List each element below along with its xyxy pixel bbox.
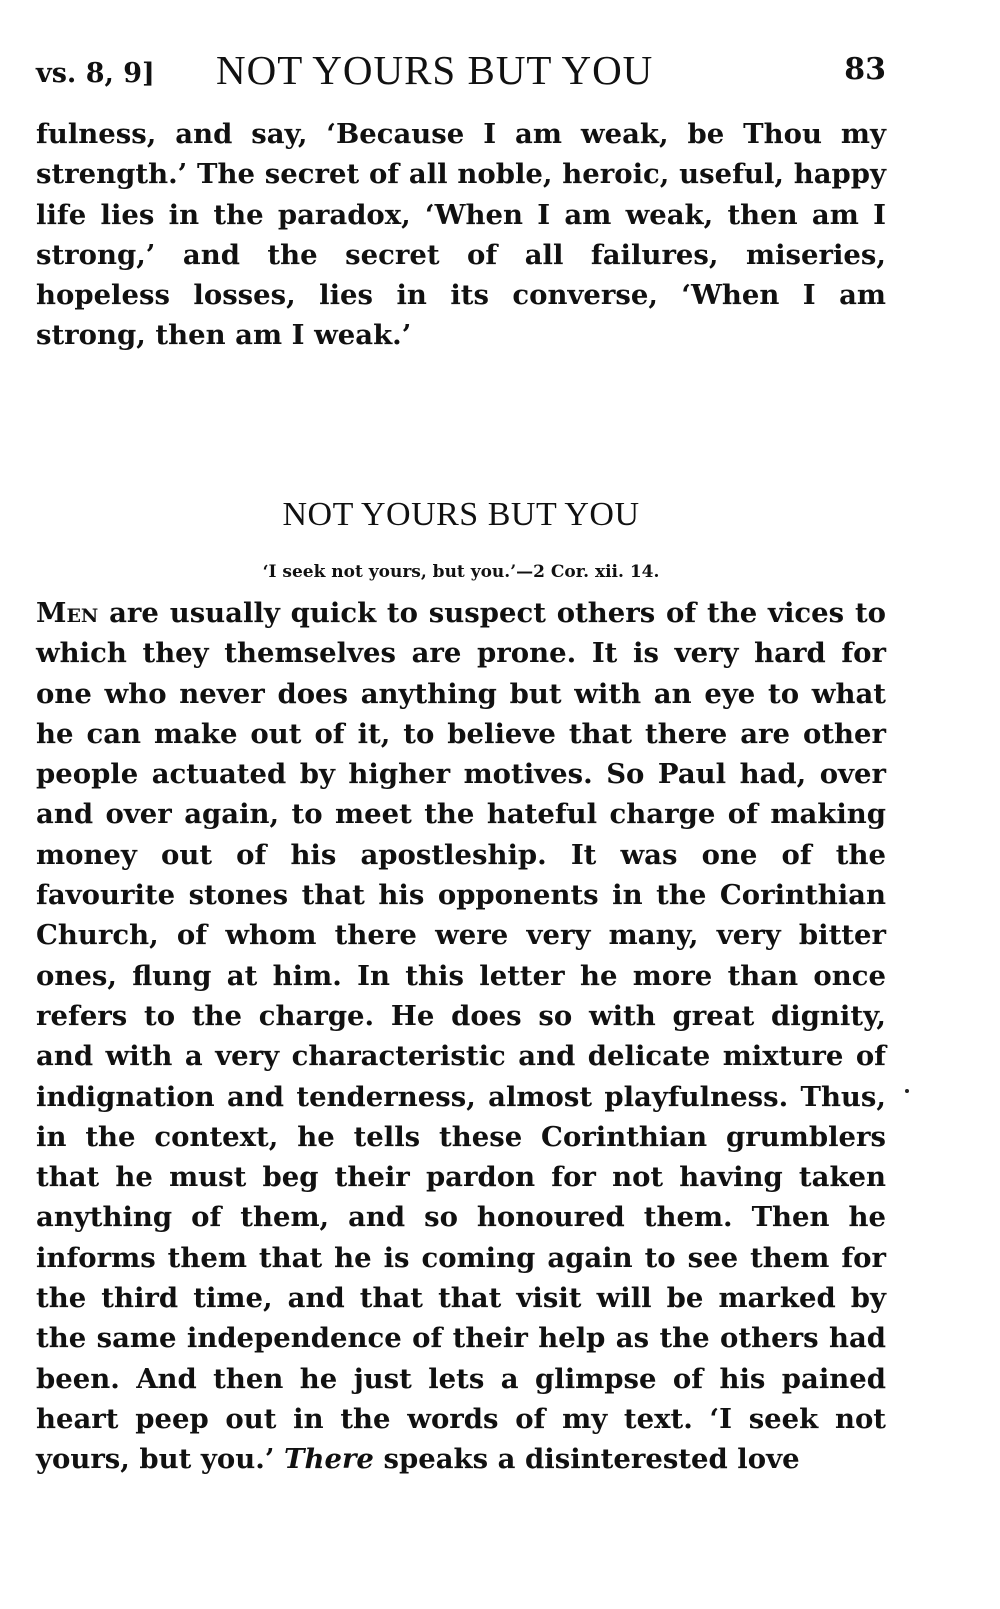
section-title: NOT YOURS BUT YOU (282, 496, 640, 533)
running-title: NOT YOURS BUT YOU (216, 47, 654, 93)
italic-word: There (283, 1443, 374, 1476)
stray-ink-dot (905, 1089, 909, 1093)
opening-word: Men (36, 597, 99, 629)
running-head (36, 40, 886, 100)
continued-paragraph: fulness, and say, ‘Because I am weak, be Thou my strength.’ The secret of all noble, heroic, useful, happy life lies in the paradox, ‘When I am weak, then am I strong,’ and the secret of all failures, miseries, hopeless losses, lies in its converse, ‘When I am strong, then am I weak.’ (36, 118, 886, 352)
page-number: 83 (844, 52, 886, 87)
body-paragraph (36, 593, 886, 1480)
verse-reference: vs. 8, 9] (36, 58, 155, 89)
body-text-part2: speaks a disinterested love (373, 1443, 800, 1476)
epigraph: ‘I seek not yours, but you.’—2 Cor. xii. 14. (262, 562, 660, 582)
body-text-part1: are usually quick to suspect others of the vices to which they themselves are prone. It is very hard for one who never does anything but with an eye to what he can make out of it, to believe that there are other people actuated by higher motives. So Paul had, over and over again, to meet the hateful charge of making money out of his apostleship. It was one of the favourite stones that his opponents in the Corinthian Church, of whom there were very many, very bitter ones, flung at him. In this letter he more than once refers to the charge. He does so with great dignity, and with a very characteristic and delicate mixture of indignation and tenderness, almost playfulness. Thus, in the context, he tells these Corinthian grumblers that he must beg their pardon for not having taken anything of them, and so honoured them. Then he informs them that he is coming again to see them for the third time, and that that visit will be marked by the same independence of their help as the others had been. And then he just lets a glimpse of his pained heart peep out in the words of my text. ‘I seek not yours, but you.’ (36, 597, 886, 1476)
